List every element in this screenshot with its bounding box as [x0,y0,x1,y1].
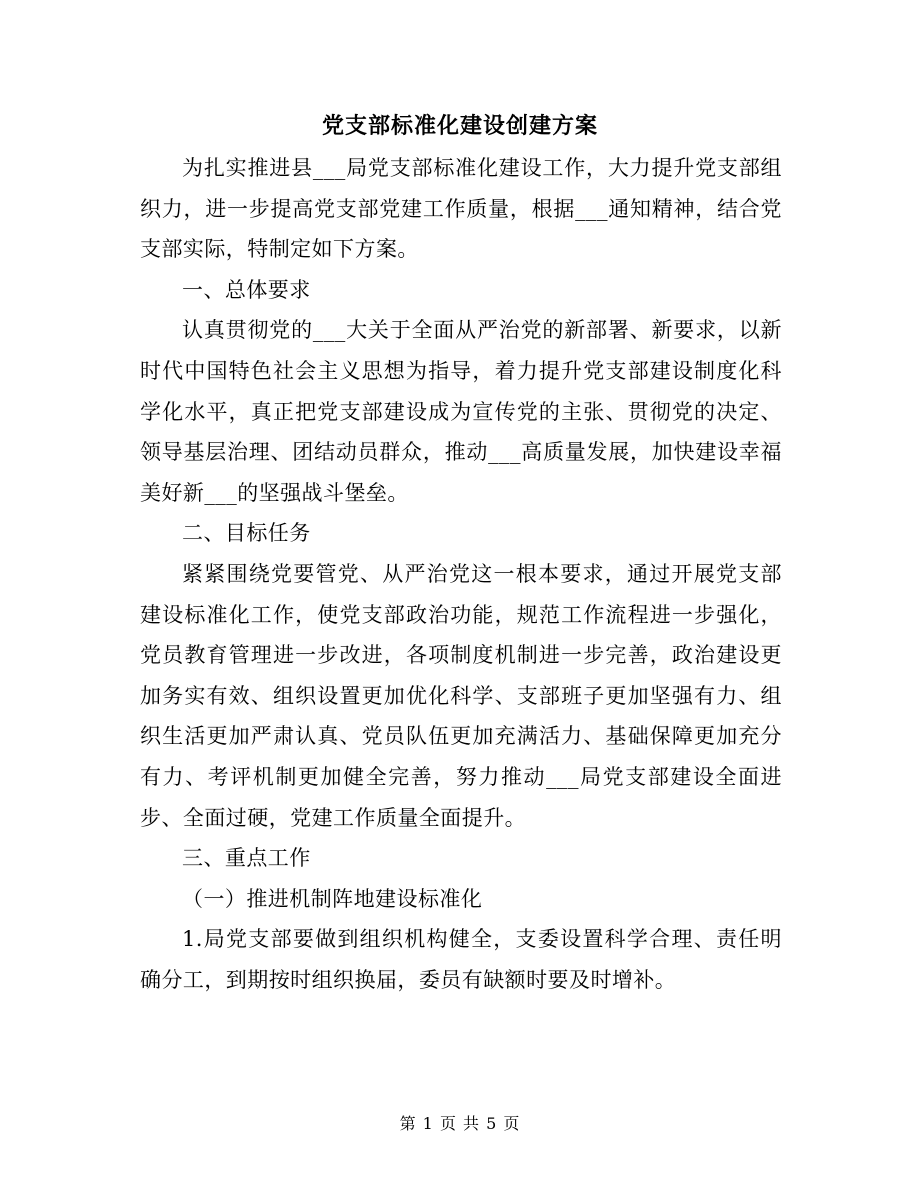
goals-tasks-paragraph: 紧紧围绕党要管党、从严治党这一根本要求，通过开展党支部建设标准化工作，使党支部政治功能，规范工作流程进一步强化，党员教育管理进一步改进，各项制度机制进一步完善，政治建设更加务实有效、组织设置更加优化科学、支部班子更加坚强有力、组织生活更加严肃认真、党员队伍更加充满活力、基础保障更加充分有力、考评机制更加健全完善，努力推动___局党支部建设全面进步、全面过硬，党建工作质量全面提升。 [140,561,782,830]
general-requirements-paragraph: 认真贯彻党的___大关于全面从严治党的新部署、新要求，以新时代中国特色社会主义思想为指导，着力提升党支部建设制度化科学化水平，真正把党支部建设成为宣传党的主张、贯彻党的决定、领导基层治理、团结动员群众，推动___高质量发展，加快建设幸福美好新___的坚强战斗堡垒。 [140,318,782,505]
section-heading-key-work: 三、重点工作 [182,846,311,871]
page-footer: 第 1 页 共 5 页 [399,1114,521,1133]
document-body [140,148,782,1000]
section-heading-goals-tasks: 二、目标任务 [182,521,311,546]
subsection-heading-mechanism: （一）推进机制阵地建设标准化 [182,886,483,911]
intro-paragraph: 为扎实推进县___局党支部标准化建设工作，大力提升党支部组织力，进一步提高党支部党建工作质量，根据___通知精神，结合党支部实际，特制定如下方案。 [140,156,782,262]
document-title: 党支部标准化建设创建方案 [321,113,598,139]
item-1-paragraph: 1.局党支部要做到组织机构健全，支委设置科学合理、责任明确分工，到期按时组织换届，委员有缺额时要及时增补。 [140,927,782,992]
section-heading-general-requirements: 一、总体要求 [182,277,311,302]
